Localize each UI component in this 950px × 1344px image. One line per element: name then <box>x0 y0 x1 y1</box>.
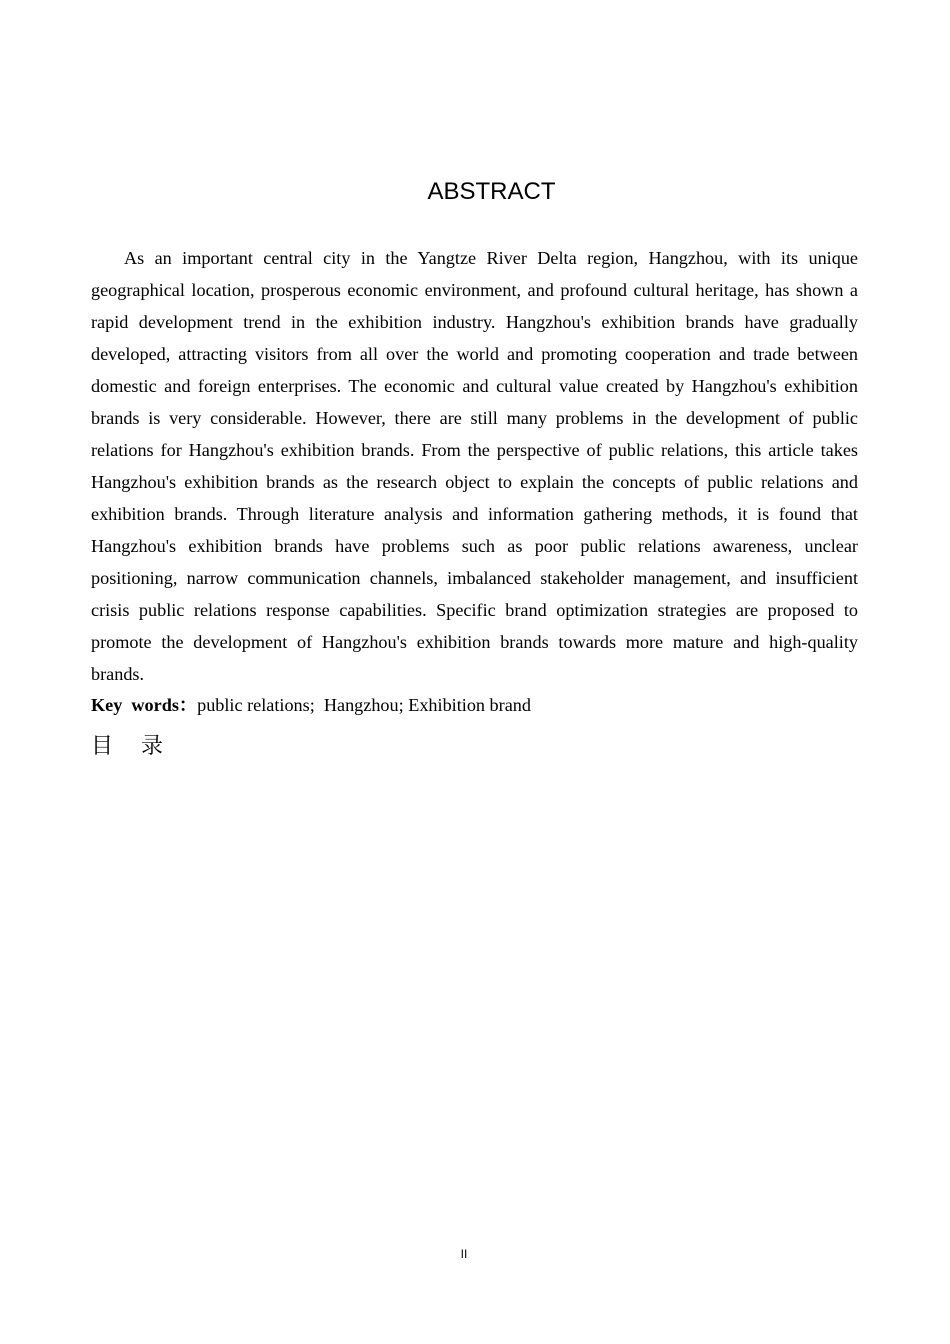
keywords-label: Key words： <box>91 695 198 715</box>
abstract-title: ABSTRACT <box>427 178 556 205</box>
page-number: II <box>460 1247 468 1261</box>
toc-heading: 目 录 <box>91 734 163 759</box>
keywords-value: public relations; Hangzhou; Exhibition brand <box>197 695 531 715</box>
abstract-body: As an important central city in the Yangtze River Delta region, Hangzhou, with its unique geographical location, prosperous economic environment, and profound cultural heritage, has shown a rapid development trend in the exhibition industry. Hangzhou's exhibition brands have gradually developed, attracting visitors from all over the world and promoting cooperation and trade between domestic and foreign enterprises. The economic and cultural value created by Hangzhou's exhibition brands is very considerable. However, there are still many problems in the development of public relations for Hangzhou's exhibition brands. From the perspective of public relations, this article takes Hangzhou's exhibition brands as the research object to explain the concepts of public relations and exhibition brands. Through literature analysis and information gathering methods, it is found that Hangzhou's exhibition brands have problems such as poor public relations awareness, unclear positioning, narrow communication channels, imbalanced stakeholder management, and insufficient crisis public relations response capabilities. Specific brand optimization strategies are proposed to promote the development of Hangzhou's exhibition brands towards more mature and high-quality brands. <box>91 248 858 684</box>
keywords-line <box>91 689 531 721</box>
